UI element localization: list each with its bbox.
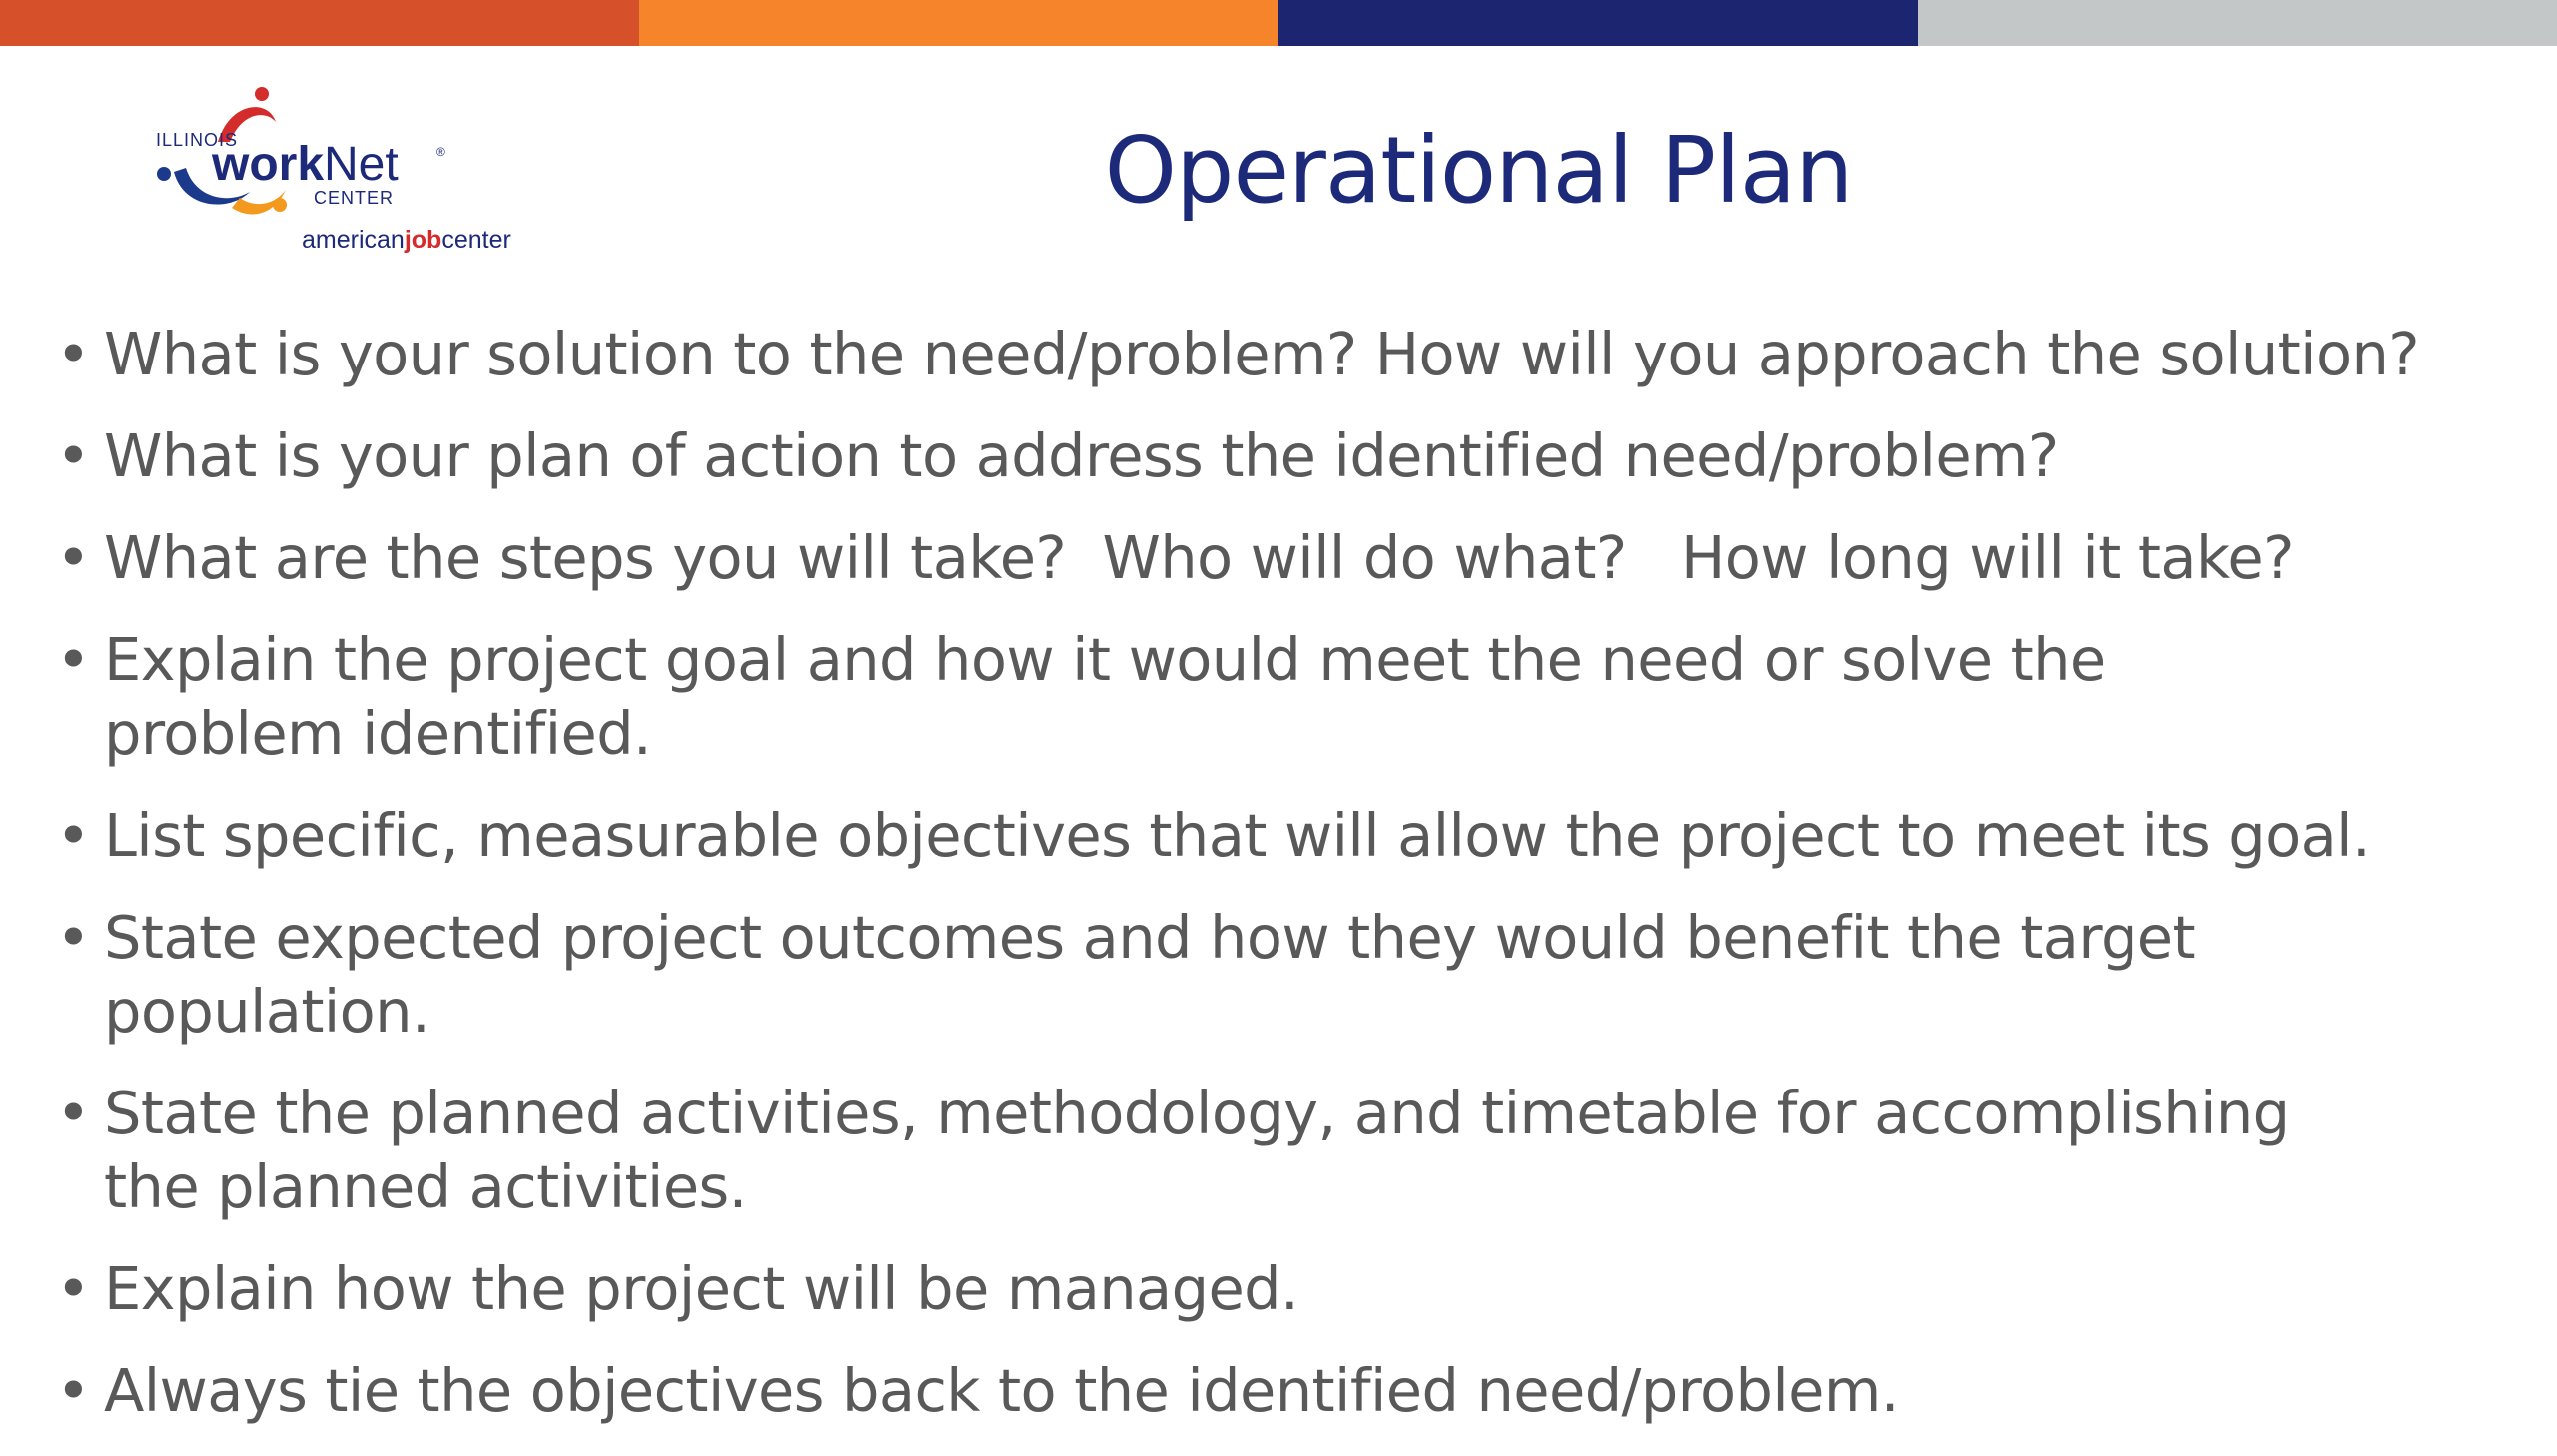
illinois-worknet-logo [150, 80, 549, 260]
header-bar-segment-gray [1918, 0, 2557, 46]
bullet-item [50, 1252, 2517, 1326]
bullet-text: Explain the project goal and how it would meet the need or solve the problem identified. [104, 625, 2106, 768]
logo-net-text: Net [324, 138, 399, 191]
bullet-list [50, 318, 2517, 1456]
slide-title: Operational Plan [1104, 117, 1853, 224]
bullet-text: What is your solution to the need/problem? How will you approach the solution? [104, 320, 2419, 388]
bullet-item [50, 1354, 2517, 1428]
bullet-item [50, 1077, 2371, 1224]
bullet-dot-icon: • [56, 1079, 91, 1147]
logo-center-text: CENTER [314, 188, 395, 208]
bullet-text: What is your plan of action to address the identified need/problem? [104, 421, 2059, 490]
bullet-dot-icon: • [56, 903, 91, 972]
bullet-text: List specific, measurable objectives that will allow the project to meet its goal. [104, 801, 2371, 870]
logo-work-text: work [212, 138, 325, 191]
header-color-bar [0, 0, 2557, 46]
bullet-text: What are the steps you will take? Who will do what? How long will it take? [104, 523, 2294, 592]
bullet-dot-icon: • [56, 1254, 91, 1323]
bullet-text: State expected project outcomes and how they would benefit the target population. [104, 903, 2196, 1046]
header-bar-segment-orange-red [0, 0, 639, 46]
bullet-item [50, 419, 2517, 493]
header-bar-segment-navy [1278, 0, 1918, 46]
bullet-text: State the planned activities, methodology, and timetable for accomplishing the planned activities. [104, 1079, 2290, 1221]
bullet-text: Explain how the project will be managed. [104, 1254, 1299, 1323]
logo-americanjobcenter-text: americanjobcenter [302, 226, 511, 254]
header-bar-segment-orange [639, 0, 1278, 46]
bullet-item [50, 901, 2517, 1049]
logo-illinois-text: ILLINOIS [156, 130, 239, 150]
bullet-item [50, 521, 2517, 595]
bullet-dot-icon: • [56, 625, 91, 694]
bullet-dot-icon: • [56, 1356, 91, 1425]
bullet-dot-icon: • [56, 801, 91, 870]
logo-registered-mark: ® [436, 145, 445, 159]
bullet-text: Always tie the objectives back to the identified need/problem. [104, 1356, 1899, 1425]
bullet-dot-icon: • [56, 523, 91, 592]
bullet-item [50, 623, 2331, 771]
bullet-item [50, 799, 2517, 873]
bullet-dot-icon: • [56, 320, 91, 388]
bullet-item [50, 318, 2517, 391]
bullet-dot-icon: • [56, 421, 91, 490]
